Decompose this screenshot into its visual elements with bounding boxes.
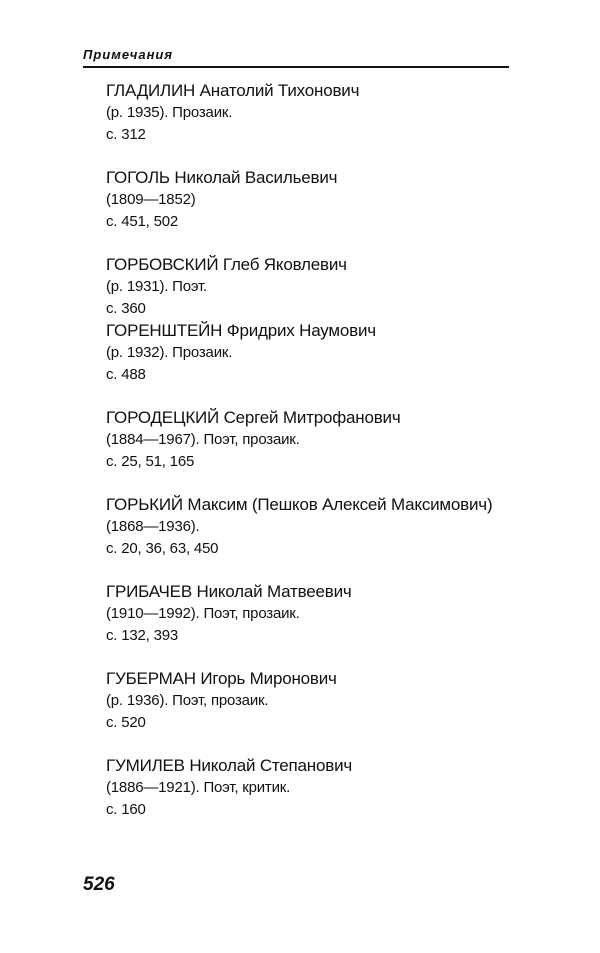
entry-pages: с. 451, 502 bbox=[106, 213, 179, 230]
entry-pages: с. 520 bbox=[106, 714, 146, 731]
page-number: 526 bbox=[83, 874, 115, 895]
entry-info: (р. 1936). Поэт, прозаик. bbox=[106, 692, 269, 709]
index-entry bbox=[106, 80, 536, 146]
entry-info: (р. 1935). Прозаик. bbox=[106, 104, 233, 121]
index-entry bbox=[106, 581, 536, 647]
entry-name: ГОРБОВСКИЙ Глеб Яковлевич bbox=[106, 255, 347, 274]
index-entry bbox=[106, 320, 536, 386]
entry-name: ГЛАДИЛИН Анатолий Тихонович bbox=[106, 81, 360, 100]
entry-info: (1910—1992). Поэт, прозаик. bbox=[106, 605, 300, 622]
index-entry bbox=[106, 668, 536, 734]
entry-pages: с. 132, 393 bbox=[106, 627, 179, 644]
index-entries bbox=[106, 80, 536, 821]
entry-name: ГРИБАЧЕВ Николай Матвеевич bbox=[106, 582, 352, 601]
running-header bbox=[83, 44, 509, 68]
index-entry bbox=[106, 494, 536, 560]
entry-info: (1884—1967). Поэт, прозаик. bbox=[106, 431, 300, 448]
entry-name: ГОРЕНШТЕЙН Фридрих Наумович bbox=[106, 321, 376, 340]
section-title: Примечания bbox=[83, 47, 174, 62]
entry-pages: с. 25, 51, 165 bbox=[106, 453, 195, 470]
entry-name: ГОРОДЕЦКИЙ Сергей Митрофанович bbox=[106, 408, 401, 427]
index-entry bbox=[106, 755, 536, 821]
entry-name: ГУМИЛЕВ Николай Степанович bbox=[106, 756, 353, 775]
entry-info: (1886—1921). Поэт, критик. bbox=[106, 779, 291, 796]
index-entry bbox=[106, 407, 536, 473]
index-entry bbox=[106, 254, 536, 320]
entry-pages: с. 160 bbox=[106, 801, 146, 818]
entry-pages: с. 20, 36, 63, 450 bbox=[106, 540, 219, 557]
index-entry bbox=[106, 167, 536, 233]
entry-pages: с. 488 bbox=[106, 366, 146, 383]
entry-pages: с. 360 bbox=[106, 300, 146, 317]
entry-name: ГУБЕРМАН Игорь Миронович bbox=[106, 669, 337, 688]
entry-name: ГОРЬКИЙ Максим (Пешков Алексей Максимович) bbox=[106, 495, 493, 514]
entry-pages: с. 312 bbox=[106, 126, 146, 143]
entry-info: (р. 1931). Поэт. bbox=[106, 278, 207, 295]
entry-info: (1868—1936). bbox=[106, 518, 200, 535]
entry-info: (р. 1932). Прозаик. bbox=[106, 344, 233, 361]
entry-name: ГОГОЛЬ Николай Васильевич bbox=[106, 168, 338, 187]
entry-info: (1809—1852) bbox=[106, 191, 196, 208]
